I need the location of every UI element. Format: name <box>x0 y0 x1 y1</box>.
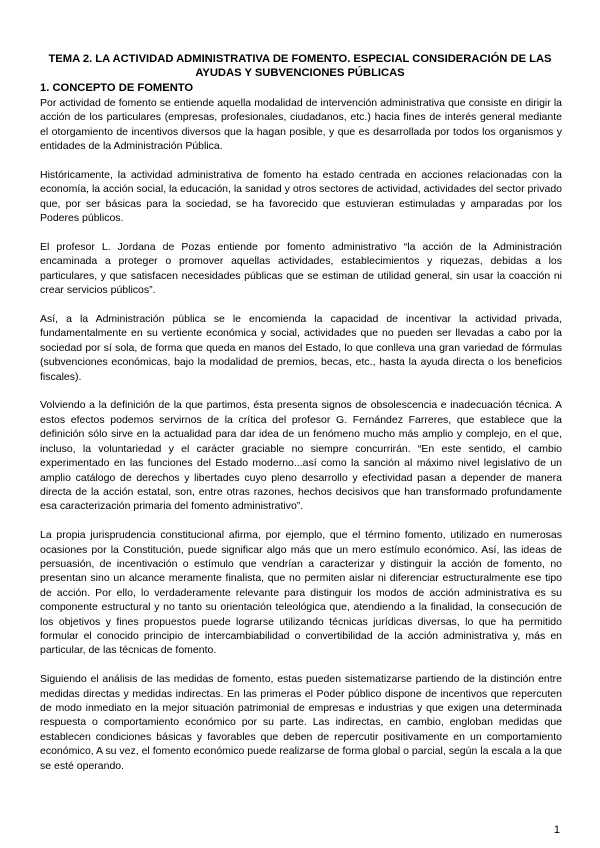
paragraph: La propia jurisprudencia constitucional afirma, por ejemplo, que el término fomento, utilizado en numerosas ocasiones por la Constitución, puede significar algo más que un mero estímulo económico. Así, las ideas de persuasión, de incentivación o estímulo que vendrían a caracterizar y distinguir la acción de fomento, no presentan sino un alcance meramente finalista, que no permiten aislar ni diferenciar estructuralmente ese tipo de acción. Por ello, lo verdaderamente relevante para distinguir los modos de acción administrativa es su componente estructural y no tanto su orientación teleológica que, atendiendo a la finalidad, la consecución de los objetivos y fines propuestos puede lograrse utilizando técnicas jurídicas diversas, lo que ha permitido formular el conocido principio de intercambiabilidad o convertibilidad de la acción administrativa y, más en particular, de las técnicas de fomento. <box>40 529 562 657</box>
paragraph: Siguiendo el análisis de las medidas de fomento, estas pueden sistematizarse partiendo de la distinción entre medidas directas y medidas indirectas. En las primeras el Poder público dispone de incentivos que repercuten de modo inmediato en la mejor situación patrimonial de empresas e industrias y que exigen una determinada respuesta o comportamiento económico por su parte. Las indirectas, en cambio, engloban medidas que establecen condiciones básicas y favorables que deben de repercutir positivamente en un comportamiento económico, A su vez, el fomento económico puede realizarse de forma global o parcial, según la escala a la que se esté operando. <box>40 673 562 772</box>
section-heading: 1. CONCEPTO DE FOMENTO <box>40 82 194 94</box>
body-text <box>40 96 562 787</box>
paragraph: Volviendo a la definición de la que partimos, ésta presenta signos de obsolescencia e inadecuación técnica. A estos efectos podemos servirnos de la crítica del profesor G. Fernández Farreres, que establece que la definición sólo sirve en la actualidad para dar idea de un fenómeno mucho más amplio y complejo, en el que, incluso, la voluntariedad y el carácter graciable no siempre concurrirán. “En este sentido, el cambio experimentado en las funciones del Estado moderno...así como la sanción al máximo nivel legislativo de un amplio catálogo de derechos y libertades cuyo pleno desarrollo y efectividad pasan a depender de manera directa de la acción estatal, son, entre otras razones, hechos decisivos que han transformado profundamente esa caracterización primaria del fomento administrativo”. <box>40 399 562 513</box>
paragraph: Así, a la Administración pública se le encomienda la capacidad de incentivar la actividad privada, fundamentalmente en su vertiente económica y social, actividades que no pueden ser llevadas a cabo por la sociedad por sí sola, de forma que queda en manos del Estado, lo que conlleva una gran variedad de fórmulas (subvenciones económicas, bajo la modalidad de premios, becas, etc., hasta la ayuda directa o los beneficios fiscales). <box>40 313 562 383</box>
page-number: 1 <box>553 824 560 836</box>
paragraph: Por actividad de fomento se entiende aquella modalidad de intervención administrativa que consiste en dirigir la acción de los particulares (empresas, profesionales, ciudadanos, etc.) hacia fines de interés general mediante el otorgamiento de incentivos diversos que la hagan posible, y que es desarrollada por todos los organismos y entidades de la Administración Pública. <box>40 97 562 153</box>
document-title: TEMA 2. LA ACTIVIDAD ADMINISTRATIVA DE FOMENTO. ESPECIAL CONSIDERACIÓN DE LAS AYUDAS Y SUBVENCIONES PÚBLICAS <box>48 53 552 79</box>
paragraph: Históricamente, la actividad administrativa de fomento ha estado centrada en acciones relacionadas con la economía, la acción social, la educación, la sanidad y otros sectores de actividad, actividades del sector privado que, por ser básicas para la sociedad, se ha favorecido que estuvieran estimuladas y amparadas por los Poderes públicos. <box>40 169 562 225</box>
paragraph: El profesor L. Jordana de Pozas entiende por fomento administrativo “la acción de la Administración encaminada a proteger o promover aquellas actividades, establecimientos y riquezas, debidas a los particulares, y que satisfacen necesidades públicas que se estiman de utilidad general, sin usar la coacción ni crear servicios públicos”. <box>40 241 562 297</box>
